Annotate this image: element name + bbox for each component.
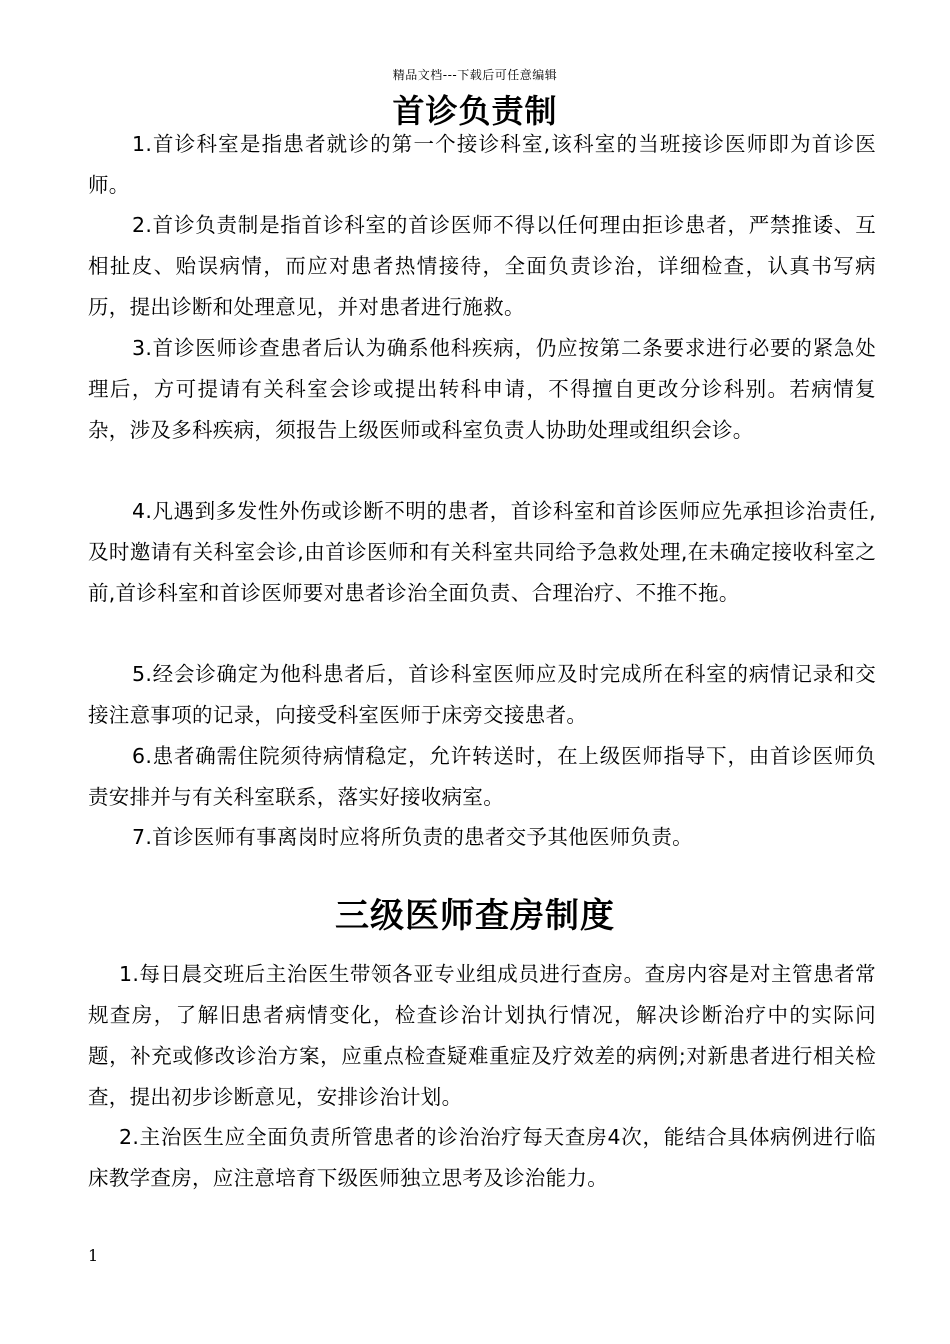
header-note: 精品文档---下载后可任意编辑 [392, 68, 558, 82]
section-title: 首诊负责制 [392, 92, 558, 130]
paragraph: 1.首诊科室是指患者就诊的第一个接诊科室,该科室的当班接诊医师即为首诊医师。 [88, 132, 876, 197]
paragraph: 1.每日晨交班后主治医生带领各亚专业组成员进行查房。查房内容是对主管患者常规查房，了解旧患者病情变化，检查诊治计划执行情况，解决诊断治疗中的实际问题，补充或修改诊治方案，应重点检查疑难重症及疗效差的病例;对新患者进行相关检查，提出初步诊断意见，安排诊治计划。 [88, 962, 876, 1109]
paragraph: 3.首诊医师诊查患者后认为确系他科疾病，仍应按第二条要求进行必要的紧急处理后，方可提请有关科室会诊或提出转科申请，不得擅自更改分诊科别。若病情复杂，涉及多科疾病，须报告上级医师或科室负责人协助处理或组织会诊。 [88, 336, 876, 442]
paragraph: 7.首诊医师有事离岗时应将所负责的患者交予其他医师负责。 [132, 825, 693, 849]
paragraph: 5.经会诊确定为他科患者后，首诊科室医师应及时完成所在科室的病情记录和交接注意事项的记录，向接受科室医师于床旁交接患者。 [88, 662, 876, 727]
page-number: 1 [88, 1246, 99, 1265]
paragraph: 2.主治医生应全面负责所管患者的诊治治疗每天查房4次，能结合具体病例进行临床教学查房，应注意培育下级医师独立思考及诊治能力。 [88, 1125, 876, 1190]
section-title: 三级医师查房制度 [335, 896, 615, 936]
paragraph: 2.首诊负责制是指首诊科室的首诊医师不得以任何理由拒诊患者，严禁推诿、互相扯皮、贻误病情，而应对患者热情接待，全面负责诊治，详细检查，认真书写病历，提出诊断和处理意见，并对患者进行施救。 [88, 213, 876, 319]
paragraph: 4.凡遇到多发性外伤或诊断不明的患者，首诊科室和首诊医师应先承担诊治责任,及时邀请有关科室会诊,由首诊医师和有关科室共同给予急救处理,在未确定接收科室之前,首诊科室和首诊医师要对患者诊治全面负责、合理治疗、不推不拖。 [88, 499, 876, 605]
paragraph: 6.患者确需住院须待病情稳定，允许转送时，在上级医师指导下，由首诊医师负责安排并与有关科室联系，落实好接收病室。 [88, 744, 876, 809]
